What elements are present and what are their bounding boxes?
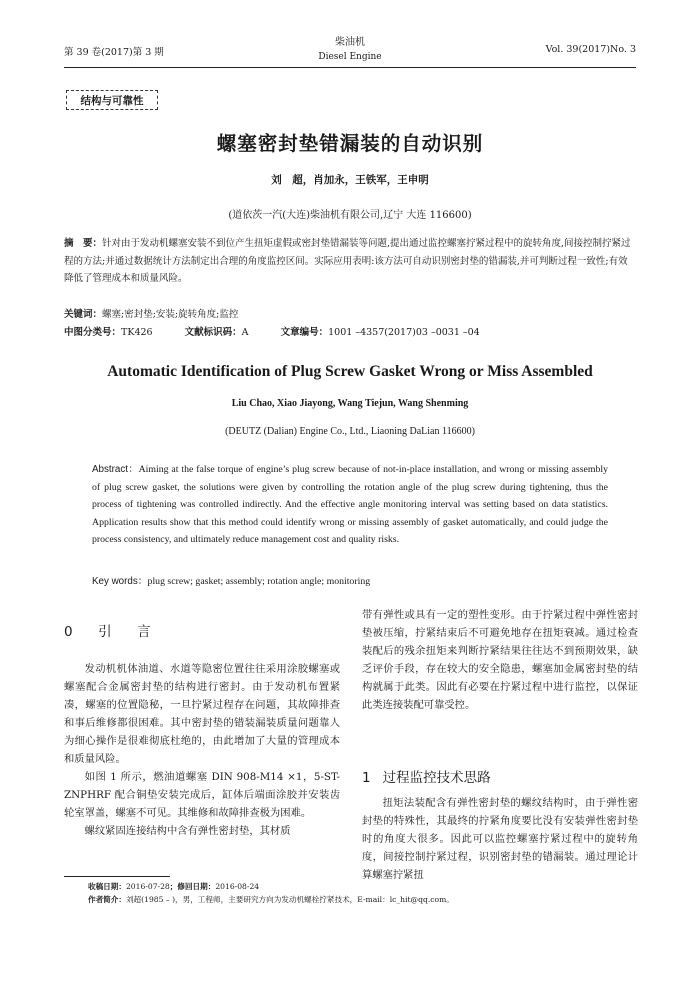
intro-paragraph-3: 螺纹紧固连接结构中含有弹性密封垫，其材质	[84, 825, 291, 837]
journal-name-cn: 柴油机	[335, 37, 365, 48]
keywords-en	[92, 573, 608, 591]
right-column-bottom	[362, 794, 638, 884]
intro-paragraph-continuation: 带有弹性或具有一定的塑性变形。由于拧紧过程中弹性密封垫被压缩，拧紧结束后不可避免地存在扭矩衰减。通过检查装配后的残余扭矩来判断拧紧结果往往达不到预期效果，缺乏评价手段，存在较大的安全隐患，螺塞加金属密封垫的结构就属于此类。因此有必要在拧紧过程中进行监控，以保证此类连接装配可靠受控。	[362, 609, 638, 711]
footnote-divider	[64, 876, 170, 877]
authors-en: Liu Chao, Xiao Jiayong, Wang Tiejun, Wang Shenming	[231, 398, 469, 409]
abstract-en	[92, 461, 608, 549]
article-number-label: 文章编号：	[280, 327, 329, 338]
abstract-cn-label: 摘 要：	[64, 238, 103, 249]
section-1-paragraph: 扭矩法装配含有弹性密封垫的螺纹结构时，由于弹性密封垫的特殊性，其最终的拧紧角度要比没有安装弹性密封垫时的角度大很多。因此可以监控螺塞拧紧过程中的旋转角度，间接控制拧紧过程，识别密封垫的错漏装。通过理论计算螺塞拧紧扭	[362, 797, 638, 881]
journal-name-en: Diesel Engine	[318, 52, 382, 62]
keywords-cn-text: 螺塞;密封垫;安装;旋转角度;监控	[102, 309, 239, 320]
running-header-volume: Vol. 39(2017)No. 3	[545, 44, 636, 55]
received-label: 收稿日期：	[88, 882, 126, 891]
bio-label: 作者简介：	[88, 895, 126, 904]
keywords-cn-label: 关键词：	[64, 309, 103, 320]
keywords-en-label: Key words：	[92, 576, 148, 587]
keywords-cn	[64, 306, 636, 324]
clc-value: TK426	[121, 327, 153, 338]
authors-cn: 刘 超，肖加永，王铁军，王申明	[271, 174, 429, 186]
bio-text: 刘超(1985 – )，男，工程师，主要研究方向为发动机螺栓拧紧技术，E-mail：lc_hit@qq.com。	[125, 895, 454, 904]
classification-line	[64, 324, 636, 342]
section-heading-introduction: 0 引 言	[64, 624, 157, 640]
article-title-en: Automatic Identification of Plug Screw Gasket Wrong or Miss Assembled	[107, 363, 593, 380]
section-1-title: 过程监控技术思路	[382, 770, 491, 786]
running-header-issue: 第 39 卷(2017)第 3 期	[64, 47, 164, 58]
running-header-journal	[250, 35, 450, 65]
right-column-top	[362, 606, 638, 714]
section-1-number: 1	[362, 770, 371, 786]
intro-paragraph-2: 如图 1 所示，燃油道螺塞 DIN 908-M14 ×1，5-ST-ZNPHRF 配合铜垫安装完成后，缸体后端面涂胶并安装齿轮室罩盖，螺塞不可见。其维修和故障排查极为困难。	[64, 771, 340, 819]
received-date: 2016-07-28	[125, 882, 170, 891]
left-column	[64, 660, 340, 840]
abstract-cn	[64, 235, 636, 288]
revised-date: 2016-08-24	[215, 882, 260, 891]
footnote-author-bio	[88, 893, 454, 906]
clc-label: 中图分类号：	[64, 327, 122, 338]
header-divider	[64, 67, 636, 68]
doc-code-value: A	[241, 327, 249, 338]
affiliation-en: (DEUTZ (Dalian) Engine Co., Ltd., Liaoning DaLian 116600)	[225, 426, 475, 437]
abstract-en-label: Abstract：	[92, 464, 139, 475]
footnote	[88, 880, 454, 906]
abstract-en-text: Aiming at the false torque of engine’s plug screw because of not-in-place installation, and wrong or missing assembly of plug screw gasket, the solutions were given by controlling the rotation angle of the plug screw during tightening, thus the process of tightening was controlled indirectly. And the effective angle monitoring interval was setting based on data statistics. Application results show that this method could identify wrong or missing assembly of gasket automatically, and could judge the process consistency, and ultimately reduce management cost and quality risks.	[92, 464, 608, 545]
abstract-cn-text: 针对由于发动机螺塞安装不到位产生扭矩虚假或密封垫错漏装等问题,提出通过监控螺塞拧紧过程中的旋转角度,间接控制拧紧过程的方法;并通过数据统计方法制定出合理的角度监控区间。实际应用表明:该方法可自动识别密封垫的错漏装,并可判断过程一致性;有效降低了管理成本和质量风险。	[64, 238, 631, 284]
article-title-cn: 螺塞密封垫错漏装的自动识别	[216, 132, 484, 155]
section-heading-1	[362, 766, 491, 786]
column-badge: 结构与可靠性	[66, 90, 158, 110]
affiliation-cn: (道依茨一汽(大连)柴油机有限公司,辽宁 大连 116600)	[228, 210, 472, 221]
keywords-en-text: plug screw; gasket; assembly; rotation angle; monitoring	[147, 576, 371, 587]
doc-code-label: 文献标识码：	[184, 327, 242, 338]
revised-label: ；修回日期：	[169, 882, 216, 891]
footnote-dates	[88, 880, 454, 893]
article-number-value: 1001 –4357(2017)03 –0031 –04	[328, 327, 480, 338]
intro-paragraph-1: 发动机机体油道、水道等隐密位置往往采用涂胶螺塞或螺塞配合金属密封垫的结构进行密封。由于发动机布置紧凑，螺塞的位置隐秘，一旦拧紧过程存在问题，其故障排查和事后维修都很困难。其中密封垫的错装漏装质量问题靠人为细心操作是很难彻底杜绝的，由此增加了大量的管理成本和质量风险。	[64, 663, 340, 765]
